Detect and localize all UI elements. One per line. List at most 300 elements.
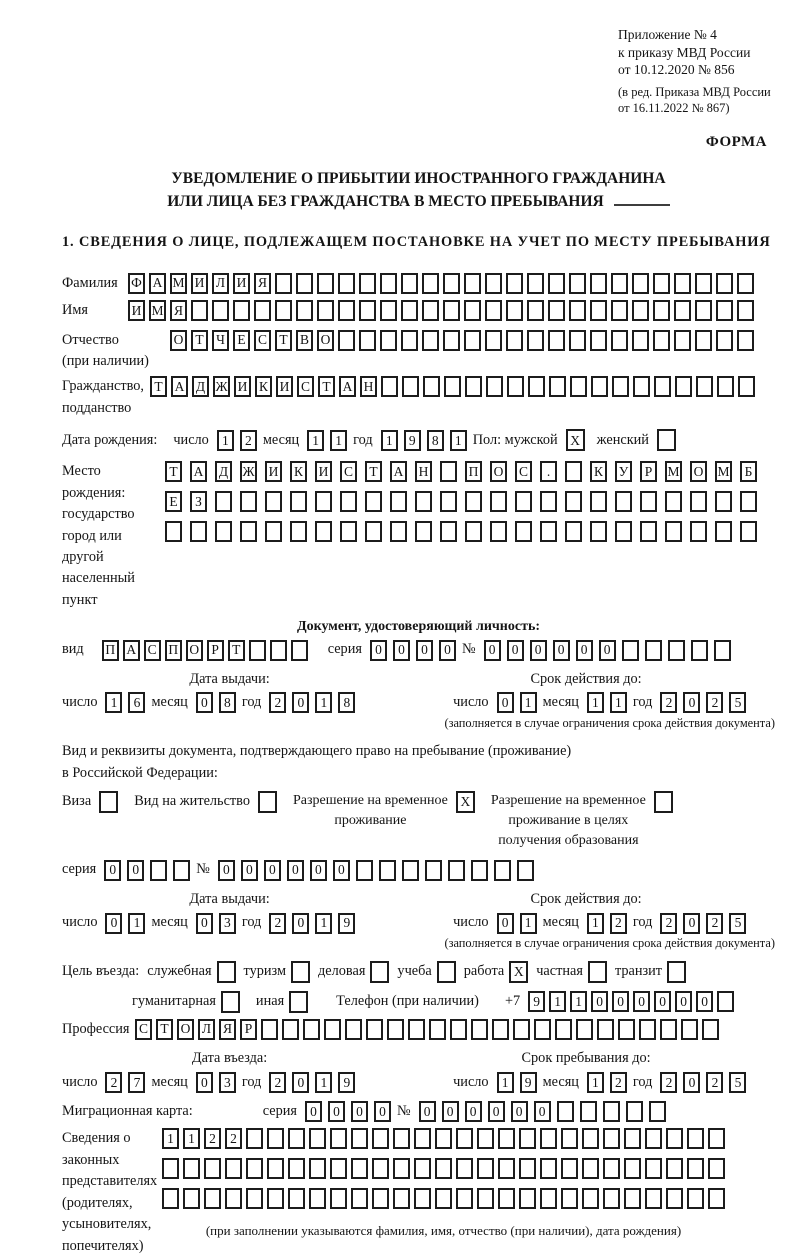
doc-type-char-box[interactable]: П (102, 640, 119, 661)
birth-place-char-box[interactable] (340, 521, 357, 542)
surname-char-box[interactable] (275, 273, 292, 294)
surname-char-box[interactable] (506, 273, 523, 294)
given-name-char-box[interactable] (548, 300, 565, 321)
birth-place-char-box[interactable] (440, 521, 457, 542)
representatives-char-box[interactable] (330, 1158, 347, 1179)
patronymic-char-box[interactable] (338, 330, 355, 351)
doc-number-digit-box[interactable]: 0 (576, 640, 593, 661)
residence-valid-month-box[interactable]: 1 (587, 913, 604, 934)
representatives-char-box[interactable] (477, 1188, 494, 1209)
representatives-char-box[interactable] (183, 1158, 200, 1179)
birth-place-char-box[interactable] (565, 491, 582, 512)
doc-valid-year-box[interactable]: 0 (683, 692, 700, 713)
given-name-char-box[interactable] (191, 300, 208, 321)
birth-place-char-box[interactable]: Б (740, 461, 757, 482)
doc-issue-day-box[interactable]: 1 (105, 692, 122, 713)
residence-valid-year-box[interactable]: 0 (683, 913, 700, 934)
stay-year-box[interactable]: 0 (683, 1072, 700, 1093)
given-name-char-box[interactable] (233, 300, 250, 321)
representatives-char-box[interactable] (645, 1158, 662, 1179)
patronymic-char-box[interactable] (359, 330, 376, 351)
given-name-char-box[interactable]: Я (170, 300, 187, 321)
residence-series-digit-box[interactable]: 0 (104, 860, 121, 881)
phone-digit-box[interactable]: 0 (633, 991, 650, 1012)
patronymic-char-box[interactable] (737, 330, 754, 351)
residence-issue-month-box[interactable]: 0 (196, 913, 213, 934)
citizenship-char-box[interactable] (402, 376, 419, 397)
citizenship-char-box[interactable] (738, 376, 755, 397)
representatives-char-box[interactable] (351, 1128, 368, 1149)
citizenship-char-box[interactable]: И (276, 376, 293, 397)
profession-char-box[interactable] (282, 1019, 299, 1040)
migration-number-digit-box[interactable]: 0 (419, 1101, 436, 1122)
birth-place-char-box[interactable]: Д (215, 461, 232, 482)
migration-number-digit-box[interactable]: 0 (442, 1101, 459, 1122)
phone-digit-box[interactable]: 1 (549, 991, 566, 1012)
profession-char-box[interactable] (576, 1019, 593, 1040)
birth-place-char-box[interactable]: Ж (240, 461, 257, 482)
entry-day-box[interactable]: 2 (105, 1072, 122, 1093)
birth-place-char-box[interactable] (365, 491, 382, 512)
representatives-char-box[interactable] (519, 1128, 536, 1149)
citizenship-char-box[interactable] (528, 376, 545, 397)
surname-char-box[interactable] (590, 273, 607, 294)
doc-series-digit-box[interactable]: 0 (393, 640, 410, 661)
birth-place-char-box[interactable] (465, 521, 482, 542)
residence-issue-day-box[interactable]: 0 (105, 913, 122, 934)
doc-type-char-box[interactable]: Т (228, 640, 245, 661)
birth-place-char-box[interactable] (690, 521, 707, 542)
surname-char-box[interactable] (338, 273, 355, 294)
representatives-char-box[interactable] (708, 1158, 725, 1179)
birth-place-char-box[interactable] (515, 491, 532, 512)
phone-digit-box[interactable]: 0 (654, 991, 671, 1012)
patronymic-char-box[interactable]: О (170, 330, 187, 351)
migration-number-digit-box[interactable] (649, 1101, 666, 1122)
citizenship-char-box[interactable] (696, 376, 713, 397)
birth-place-char-box[interactable] (215, 521, 232, 542)
representatives-char-box[interactable] (624, 1158, 641, 1179)
birth-place-char-box[interactable] (615, 521, 632, 542)
birth-month-digit-box[interactable]: 1 (307, 430, 324, 451)
patronymic-char-box[interactable]: С (254, 330, 271, 351)
representatives-char-box[interactable] (687, 1128, 704, 1149)
citizenship-char-box[interactable] (444, 376, 461, 397)
birth-place-char-box[interactable] (440, 461, 457, 482)
birth-place-char-box[interactable]: З (190, 491, 207, 512)
representatives-char-box[interactable] (225, 1158, 242, 1179)
residence-number-digit-box[interactable] (402, 860, 419, 881)
representatives-char-box[interactable] (519, 1158, 536, 1179)
migration-series-digit-box[interactable]: 0 (305, 1101, 322, 1122)
citizenship-char-box[interactable] (717, 376, 734, 397)
surname-char-box[interactable] (464, 273, 481, 294)
surname-char-box[interactable] (527, 273, 544, 294)
doc-type-char-box[interactable]: П (165, 640, 182, 661)
doc-valid-day-box[interactable]: 0 (497, 692, 514, 713)
representatives-char-box[interactable] (246, 1188, 263, 1209)
representatives-char-box[interactable] (204, 1188, 221, 1209)
doc-number-digit-box[interactable]: 0 (484, 640, 501, 661)
birth-place-char-box[interactable] (415, 521, 432, 542)
doc-valid-year-box[interactable]: 2 (706, 692, 723, 713)
representatives-char-box[interactable] (624, 1128, 641, 1149)
phone-digit-box[interactable]: 9 (528, 991, 545, 1012)
birth-place-char-box[interactable] (165, 521, 182, 542)
birth-place-char-box[interactable] (290, 521, 307, 542)
birth-place-char-box[interactable]: У (615, 461, 632, 482)
female-checkbox-cell[interactable] (657, 429, 676, 451)
profession-char-box[interactable]: Л (198, 1019, 215, 1040)
doc-type-char-box[interactable]: С (144, 640, 161, 661)
patronymic-char-box[interactable] (611, 330, 628, 351)
profession-char-box[interactable] (387, 1019, 404, 1040)
patronymic-char-box[interactable]: Ч (212, 330, 229, 351)
representatives-char-box[interactable] (414, 1188, 431, 1209)
given-name-char-box[interactable] (212, 300, 229, 321)
purpose-private-cell[interactable] (588, 961, 607, 983)
doc-valid-year-box[interactable]: 5 (729, 692, 746, 713)
birth-place-char-box[interactable] (615, 491, 632, 512)
surname-char-box[interactable] (485, 273, 502, 294)
birth-place-char-box[interactable] (565, 461, 582, 482)
patronymic-char-box[interactable] (674, 330, 691, 351)
birth-place-char-box[interactable]: О (490, 461, 507, 482)
representatives-char-box[interactable] (708, 1188, 725, 1209)
purpose-tourism-cell[interactable] (291, 961, 310, 983)
citizenship-char-box[interactable]: Н (360, 376, 377, 397)
birth-place-char-box[interactable] (490, 491, 507, 512)
phone-digit-box[interactable]: 0 (612, 991, 629, 1012)
birth-place-char-box[interactable] (265, 491, 282, 512)
given-name-char-box[interactable] (527, 300, 544, 321)
profession-char-box[interactable] (702, 1019, 719, 1040)
residence-number-digit-box[interactable]: 0 (241, 860, 258, 881)
representatives-char-box[interactable] (393, 1128, 410, 1149)
birth-place-char-box[interactable] (640, 491, 657, 512)
representatives-char-box[interactable] (456, 1158, 473, 1179)
birth-place-char-box[interactable] (740, 491, 757, 512)
birth-place-char-box[interactable]: Т (365, 461, 382, 482)
doc-type-char-box[interactable]: А (123, 640, 140, 661)
birth-place-char-box[interactable] (440, 491, 457, 512)
surname-char-box[interactable] (716, 273, 733, 294)
birth-place-char-box[interactable] (365, 521, 382, 542)
surname-char-box[interactable] (653, 273, 670, 294)
citizenship-char-box[interactable] (507, 376, 524, 397)
representatives-char-box[interactable] (540, 1158, 557, 1179)
surname-char-box[interactable] (422, 273, 439, 294)
representatives-char-box[interactable] (603, 1158, 620, 1179)
representatives-char-box[interactable] (687, 1158, 704, 1179)
representatives-char-box[interactable] (372, 1188, 389, 1209)
residence-issue-year-box[interactable]: 9 (338, 913, 355, 934)
birth-place-char-box[interactable] (465, 491, 482, 512)
residence-valid-year-box[interactable]: 2 (660, 913, 677, 934)
representatives-char-box[interactable] (708, 1128, 725, 1149)
birth-place-char-box[interactable] (665, 491, 682, 512)
residence-series-digit-box[interactable] (173, 860, 190, 881)
surname-char-box[interactable] (548, 273, 565, 294)
surname-char-box[interactable] (632, 273, 649, 294)
citizenship-char-box[interactable] (486, 376, 503, 397)
entry-year-box[interactable]: 2 (269, 1072, 286, 1093)
birth-place-char-box[interactable] (490, 521, 507, 542)
migration-number-digit-box[interactable] (580, 1101, 597, 1122)
surname-char-box[interactable]: И (191, 273, 208, 294)
representatives-char-box[interactable] (330, 1188, 347, 1209)
citizenship-char-box[interactable] (549, 376, 566, 397)
representatives-char-box[interactable] (435, 1128, 452, 1149)
doc-number-digit-box[interactable] (668, 640, 685, 661)
purpose-business-cell[interactable] (370, 961, 389, 983)
doc-valid-month-box[interactable]: 1 (610, 692, 627, 713)
patronymic-char-box[interactable] (380, 330, 397, 351)
doc-series-digit-box[interactable]: 0 (416, 640, 433, 661)
birth-place-char-box[interactable]: С (340, 461, 357, 482)
patronymic-char-box[interactable] (401, 330, 418, 351)
stay-month-box[interactable]: 2 (610, 1072, 627, 1093)
birth-place-char-box[interactable] (415, 491, 432, 512)
birth-place-char-box[interactable] (215, 491, 232, 512)
birth-place-char-box[interactable] (540, 521, 557, 542)
representatives-char-box[interactable]: 1 (183, 1128, 200, 1149)
birth-place-char-box[interactable] (540, 491, 557, 512)
patronymic-char-box[interactable] (695, 330, 712, 351)
birth-place-char-box[interactable] (590, 491, 607, 512)
profession-char-box[interactable] (345, 1019, 362, 1040)
residence-number-digit-box[interactable]: 0 (287, 860, 304, 881)
representatives-char-box[interactable] (582, 1158, 599, 1179)
representatives-char-box[interactable] (519, 1188, 536, 1209)
birth-day-digit-box[interactable]: 1 (217, 430, 234, 451)
patronymic-char-box[interactable]: В (296, 330, 313, 351)
doc-issue-year-box[interactable]: 8 (338, 692, 355, 713)
birth-place-char-box[interactable]: С (515, 461, 532, 482)
doc-number-digit-box[interactable] (622, 640, 639, 661)
birth-place-char-box[interactable] (315, 521, 332, 542)
representatives-char-box[interactable] (267, 1128, 284, 1149)
citizenship-char-box[interactable] (570, 376, 587, 397)
doc-number-digit-box[interactable]: 0 (553, 640, 570, 661)
doc-number-digit-box[interactable]: 0 (507, 640, 524, 661)
phone-digit-box[interactable]: 0 (591, 991, 608, 1012)
birth-place-char-box[interactable] (315, 491, 332, 512)
given-name-char-box[interactable] (443, 300, 460, 321)
birth-place-char-box[interactable] (390, 521, 407, 542)
residence-series-digit-box[interactable] (150, 860, 167, 881)
doc-type-char-box[interactable] (291, 640, 308, 661)
citizenship-char-box[interactable] (654, 376, 671, 397)
representatives-char-box[interactable] (204, 1158, 221, 1179)
representatives-char-box[interactable] (498, 1128, 515, 1149)
profession-char-box[interactable] (471, 1019, 488, 1040)
citizenship-char-box[interactable] (591, 376, 608, 397)
birth-day-digit-box[interactable]: 2 (240, 430, 257, 451)
stay-year-box[interactable]: 5 (729, 1072, 746, 1093)
residence-number-digit-box[interactable]: 0 (310, 860, 327, 881)
patronymic-char-box[interactable] (485, 330, 502, 351)
entry-year-box[interactable]: 1 (315, 1072, 332, 1093)
birth-place-char-box[interactable]: Н (415, 461, 432, 482)
profession-char-box[interactable] (555, 1019, 572, 1040)
birth-year-digit-box[interactable]: 8 (427, 430, 444, 451)
profession-char-box[interactable]: Р (240, 1019, 257, 1040)
citizenship-char-box[interactable]: С (297, 376, 314, 397)
birth-place-char-box[interactable]: Р (640, 461, 657, 482)
doc-number-digit-box[interactable] (714, 640, 731, 661)
doc-valid-month-box[interactable]: 1 (587, 692, 604, 713)
representatives-char-box[interactable]: 2 (225, 1128, 242, 1149)
entry-year-box[interactable]: 9 (338, 1072, 355, 1093)
migration-number-digit-box[interactable] (557, 1101, 574, 1122)
patronymic-char-box[interactable] (548, 330, 565, 351)
migration-number-digit-box[interactable] (603, 1101, 620, 1122)
representatives-char-box[interactable] (624, 1188, 641, 1209)
birth-place-char-box[interactable] (665, 521, 682, 542)
birth-place-char-box[interactable]: Т (165, 461, 182, 482)
representatives-char-box[interactable] (267, 1158, 284, 1179)
representatives-char-box[interactable] (561, 1158, 578, 1179)
birth-place-char-box[interactable]: Е (165, 491, 182, 512)
given-name-char-box[interactable]: И (128, 300, 145, 321)
stay-year-box[interactable]: 2 (660, 1072, 677, 1093)
given-name-char-box[interactable] (674, 300, 691, 321)
given-name-char-box[interactable] (590, 300, 607, 321)
residence-number-digit-box[interactable] (356, 860, 373, 881)
profession-char-box[interactable] (366, 1019, 383, 1040)
representatives-char-box[interactable] (582, 1128, 599, 1149)
phone-digit-box[interactable]: 0 (696, 991, 713, 1012)
residence-number-digit-box[interactable]: 0 (333, 860, 350, 881)
given-name-char-box[interactable] (716, 300, 733, 321)
citizenship-char-box[interactable] (612, 376, 629, 397)
given-name-char-box[interactable] (569, 300, 586, 321)
patronymic-char-box[interactable] (653, 330, 670, 351)
purpose-transit-cell[interactable] (667, 961, 686, 983)
representatives-char-box[interactable] (393, 1158, 410, 1179)
entry-year-box[interactable]: 0 (292, 1072, 309, 1093)
profession-char-box[interactable] (450, 1019, 467, 1040)
profession-char-box[interactable] (597, 1019, 614, 1040)
citizenship-char-box[interactable]: К (255, 376, 272, 397)
residence-issue-year-box[interactable]: 0 (292, 913, 309, 934)
profession-char-box[interactable] (681, 1019, 698, 1040)
representatives-char-box[interactable] (267, 1188, 284, 1209)
surname-char-box[interactable]: А (149, 273, 166, 294)
migration-series-digit-box[interactable]: 0 (374, 1101, 391, 1122)
given-name-char-box[interactable] (422, 300, 439, 321)
representatives-char-box[interactable] (330, 1128, 347, 1149)
representatives-char-box[interactable] (435, 1188, 452, 1209)
representatives-char-box[interactable] (162, 1188, 179, 1209)
surname-char-box[interactable] (296, 273, 313, 294)
birth-place-char-box[interactable] (715, 491, 732, 512)
migration-series-digit-box[interactable]: 0 (328, 1101, 345, 1122)
surname-char-box[interactable] (317, 273, 334, 294)
doc-valid-day-box[interactable]: 1 (520, 692, 537, 713)
profession-char-box[interactable] (618, 1019, 635, 1040)
doc-type-char-box[interactable]: О (186, 640, 203, 661)
given-name-char-box[interactable] (296, 300, 313, 321)
representatives-char-box[interactable] (477, 1158, 494, 1179)
patronymic-char-box[interactable] (590, 330, 607, 351)
migration-number-digit-box[interactable]: 0 (511, 1101, 528, 1122)
surname-char-box[interactable] (359, 273, 376, 294)
birth-place-char-box[interactable]: И (315, 461, 332, 482)
given-name-char-box[interactable] (380, 300, 397, 321)
doc-type-char-box[interactable] (249, 640, 266, 661)
profession-char-box[interactable] (408, 1019, 425, 1040)
birth-place-char-box[interactable] (565, 521, 582, 542)
entry-month-box[interactable]: 0 (196, 1072, 213, 1093)
representatives-char-box[interactable] (246, 1158, 263, 1179)
doc-series-digit-box[interactable]: 0 (439, 640, 456, 661)
birth-place-char-box[interactable] (265, 521, 282, 542)
representatives-char-box[interactable] (666, 1158, 683, 1179)
birth-place-char-box[interactable]: К (290, 461, 307, 482)
representatives-char-box[interactable] (498, 1188, 515, 1209)
birth-place-char-box[interactable] (515, 521, 532, 542)
patronymic-char-box[interactable] (464, 330, 481, 351)
residence-number-digit-box[interactable] (379, 860, 396, 881)
representatives-char-box[interactable] (288, 1158, 305, 1179)
representatives-char-box[interactable] (414, 1128, 431, 1149)
temp-residence-checkbox-cell[interactable]: X (456, 791, 475, 813)
birth-year-digit-box[interactable]: 1 (450, 430, 467, 451)
migration-number-digit-box[interactable] (626, 1101, 643, 1122)
profession-char-box[interactable]: Т (156, 1019, 173, 1040)
surname-char-box[interactable] (611, 273, 628, 294)
given-name-char-box[interactable] (464, 300, 481, 321)
birth-place-char-box[interactable] (690, 491, 707, 512)
residence-series-digit-box[interactable]: 0 (127, 860, 144, 881)
entry-month-box[interactable]: 3 (219, 1072, 236, 1093)
residence-issue-month-box[interactable]: 3 (219, 913, 236, 934)
representatives-char-box[interactable] (162, 1158, 179, 1179)
given-name-char-box[interactable] (359, 300, 376, 321)
stay-day-box[interactable]: 9 (520, 1072, 537, 1093)
patronymic-char-box[interactable]: О (317, 330, 334, 351)
migration-number-digit-box[interactable]: 0 (534, 1101, 551, 1122)
patronymic-char-box[interactable]: Т (275, 330, 292, 351)
profession-char-box[interactable] (324, 1019, 341, 1040)
birth-place-char-box[interactable] (340, 491, 357, 512)
surname-char-box[interactable] (380, 273, 397, 294)
residence-number-digit-box[interactable] (425, 860, 442, 881)
birth-place-char-box[interactable] (715, 521, 732, 542)
given-name-char-box[interactable] (653, 300, 670, 321)
birth-place-char-box[interactable] (590, 521, 607, 542)
birth-place-char-box[interactable]: М (665, 461, 682, 482)
representatives-char-box[interactable] (414, 1158, 431, 1179)
residence-valid-day-box[interactable]: 0 (497, 913, 514, 934)
birth-place-char-box[interactable]: А (190, 461, 207, 482)
representatives-char-box[interactable] (309, 1158, 326, 1179)
patronymic-char-box[interactable] (443, 330, 460, 351)
residence-number-digit-box[interactable] (448, 860, 465, 881)
birth-place-char-box[interactable]: . (540, 461, 557, 482)
doc-number-digit-box[interactable] (691, 640, 708, 661)
birth-place-char-box[interactable] (640, 521, 657, 542)
birth-place-char-box[interactable]: О (690, 461, 707, 482)
purpose-other-cell[interactable] (289, 991, 308, 1013)
representatives-char-box[interactable] (561, 1128, 578, 1149)
surname-char-box[interactable]: Я (254, 273, 271, 294)
residence-number-digit-box[interactable]: 0 (264, 860, 281, 881)
doc-valid-year-box[interactable]: 2 (660, 692, 677, 713)
stay-month-box[interactable]: 1 (587, 1072, 604, 1093)
